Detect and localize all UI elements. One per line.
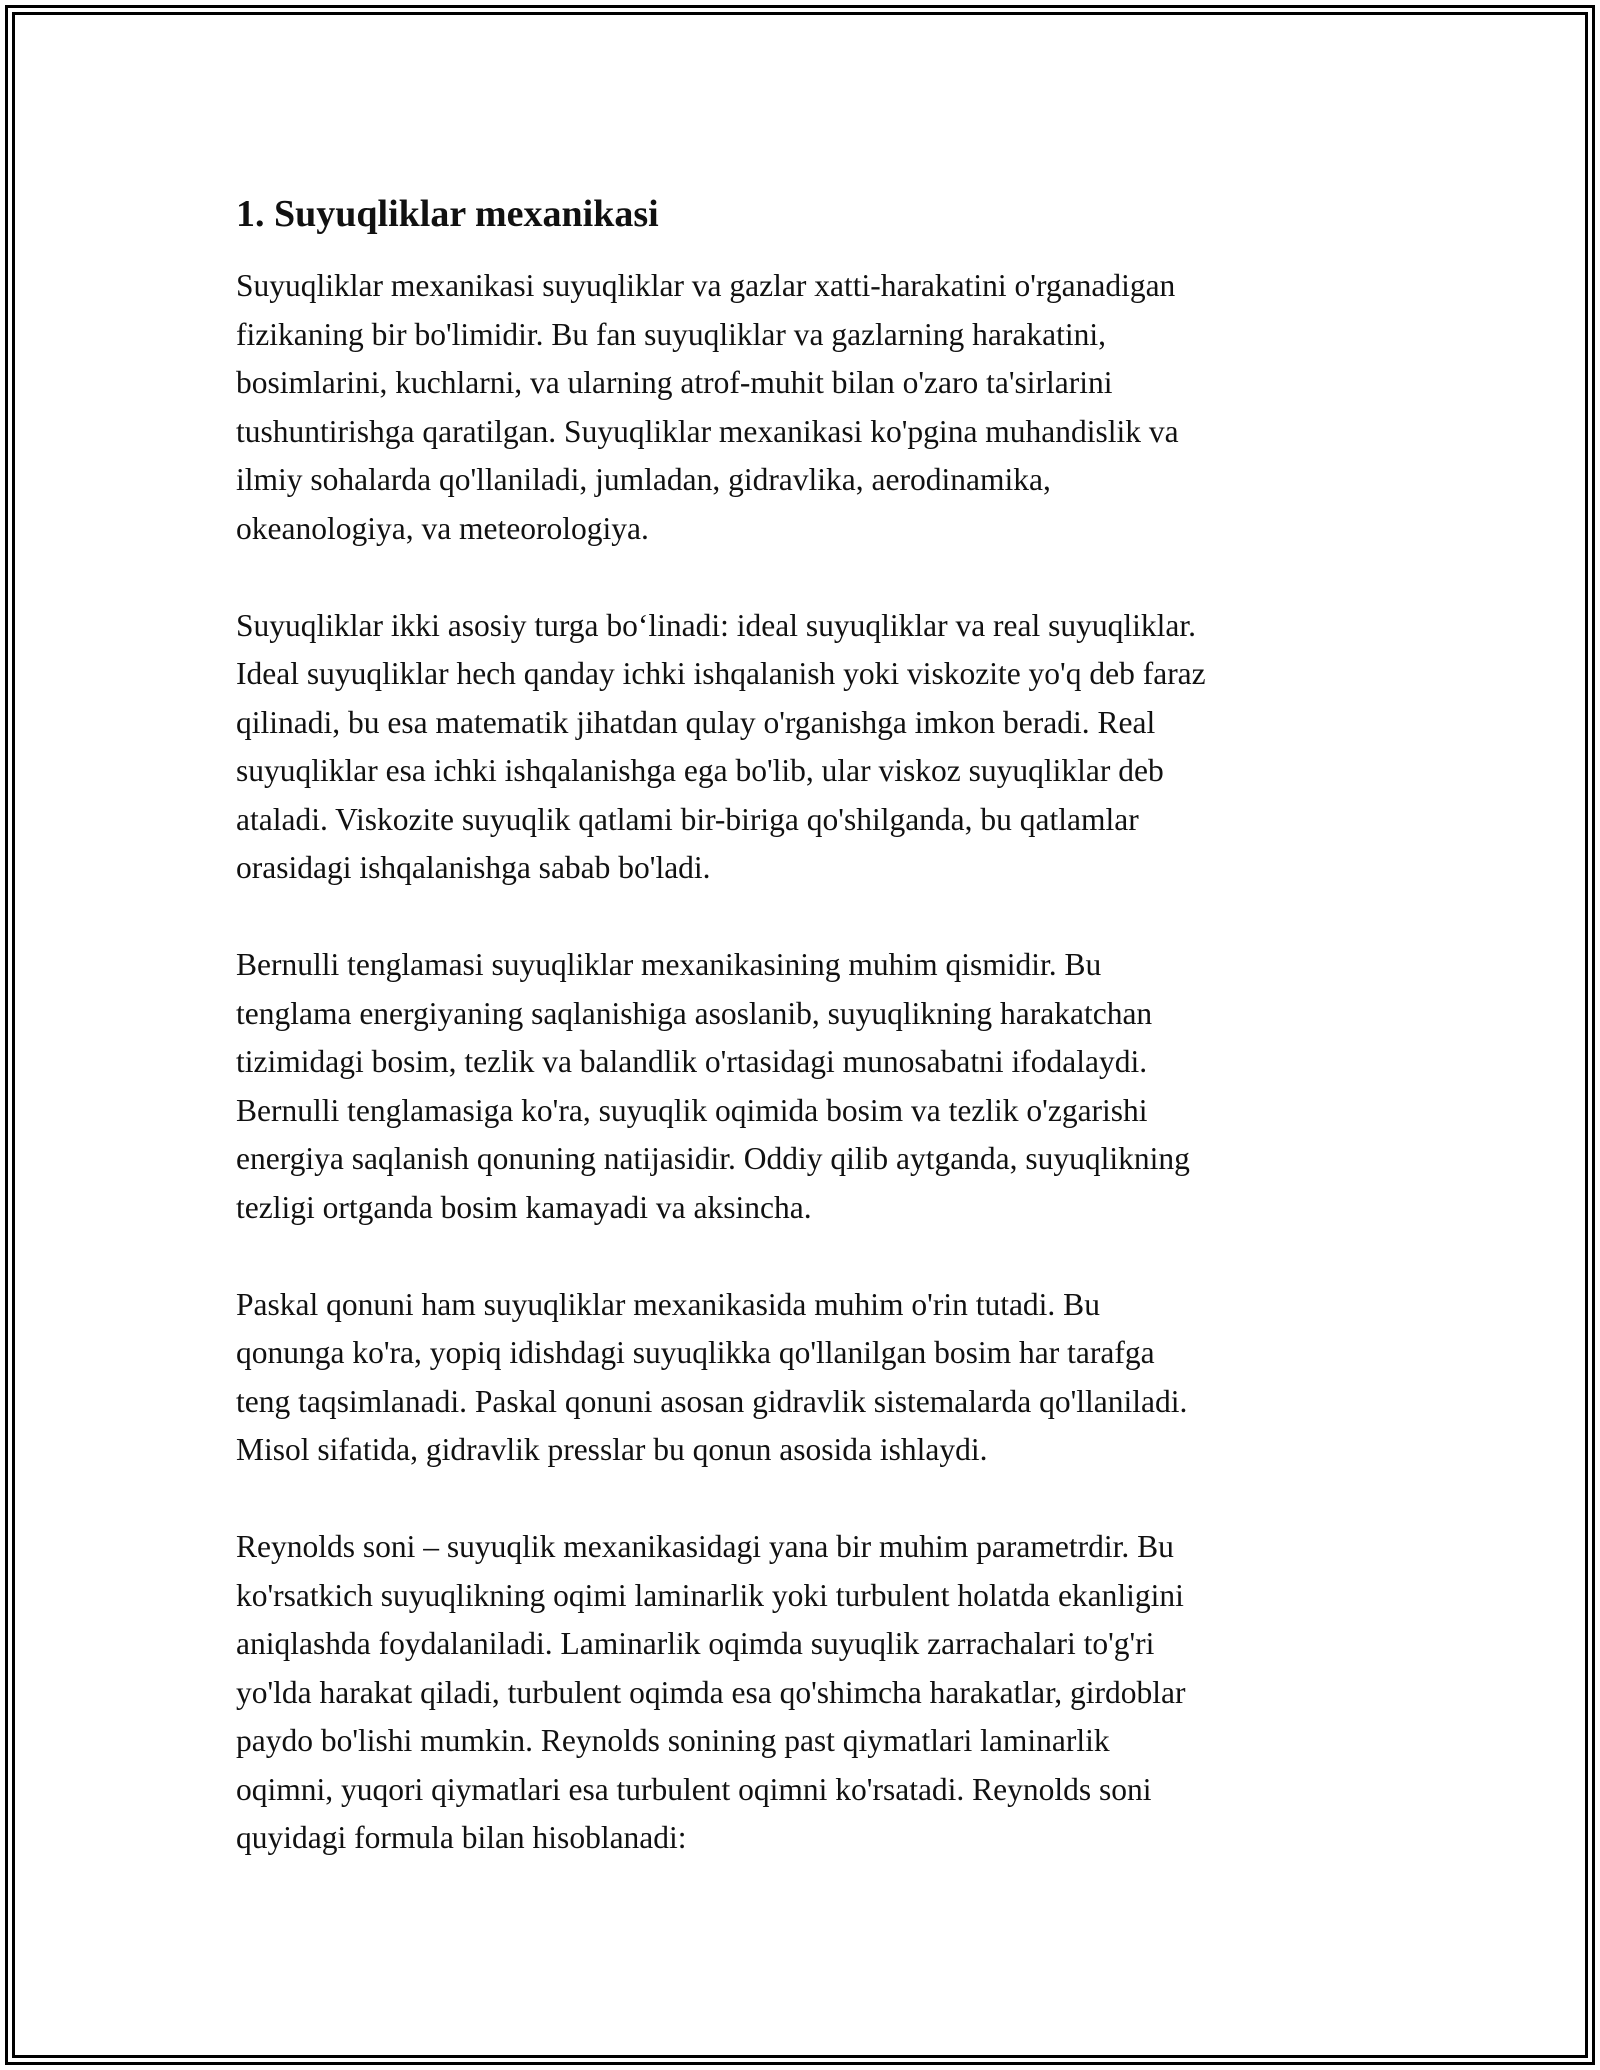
paragraph-line: Reynolds soni – suyuqlik mexanikasidagi yana bir muhim parametrdir. Bu — [236, 1529, 1174, 1564]
section-title: 1. Suyuqliklar mexanikasi — [236, 193, 659, 235]
paragraph-line: tizimidagi bosim, tezlik va balandlik o'rtasidagi munosabatni ifodalaydi. — [236, 1044, 1148, 1079]
paragraph-line: teng taqsimlanadi. Paskal qonuni asosan gidravlik sistemalarda qo'llaniladi. — [236, 1383, 1188, 1419]
paragraph-line: yo'lda harakat qiladi, turbulent oqimda esa qo'shimcha harakatlar, girdoblar — [236, 1674, 1186, 1710]
paragraph-line: aniqlashda foydalaniladi. Laminarlik oqimda suyuqlik zarrachalari to'g'ri — [236, 1626, 1155, 1661]
document-body — [236, 188, 1396, 1911]
paragraph-line: quyidagi formula bilan hisoblanadi: — [236, 1820, 687, 1855]
paragraph-line: ko'rsatkich suyuqlikning oqimi laminarlik yoki turbulent holatda ekanligini — [236, 1577, 1184, 1613]
paragraph-line: qilinadi, bu esa matematik jihatdan qulay o'rganishga imkon beradi. Real — [236, 704, 1156, 740]
paragraph-line: oqimni, yuqori qiymatlari esa turbulent oqimni ko'rsatadi. Reynolds soni — [236, 1771, 1152, 1807]
paragraph-line: qonunga ko'ra, yopiq idishdagi suyuqlikka qo'llanilgan bosim har tarafga — [236, 1335, 1155, 1370]
paragraph-line: suyuqliklar esa ichki ishqalanishga ega bo'lib, ular viskoz suyuqliklar deb — [236, 753, 1164, 788]
paragraph-line: bosimlarini, kuchlarni, va ularning atrof-muhit bilan o'zaro ta'sirlarini — [236, 365, 1113, 400]
paragraph-line: okeanologiya, va meteorologiya. — [236, 510, 649, 546]
paragraph-line: paydo bo'lishi mumkin. Reynolds sonining past qiymatlari laminarlik — [236, 1723, 1110, 1758]
paragraph-line: energiya saqlanish qonuning natijasidir. Oddiy qilib aytganda, suyuqlikning — [236, 1141, 1190, 1176]
paragraph-line: Bernulli tenglamasi suyuqliklar mexanikasining muhim qismidir. Bu — [236, 947, 1102, 982]
paragraph-line: Bernulli tenglamasiga ko'ra, suyuqlik oqimida bosim va tezlik o'zgarishi — [236, 1092, 1148, 1128]
paragraph-1 — [236, 262, 1396, 553]
paragraph-line: Misol sifatida, gidravlik presslar bu qonun asosida ishlaydi. — [236, 1432, 988, 1467]
paragraph-line: orasidagi ishqalanishga sabab bo'ladi. — [236, 850, 711, 885]
paragraph-line: fizikaning bir bo'limidir. Bu fan suyuqliklar va gazlarning harakatini, — [236, 316, 1106, 352]
paragraph-line: ataladi. Viskozite suyuqlik qatlami bir-biriga qo'shilganda, bu qatlamlar — [236, 801, 1139, 837]
paragraph-2 — [236, 602, 1396, 893]
paragraph-line: tezligi ortganda bosim kamayadi va aksincha. — [236, 1189, 812, 1225]
paragraph-line: tushuntirishga qaratilgan. Suyuqliklar mexanikasi ko'pgina muhandislik va — [236, 413, 1179, 449]
paragraph-line: Suyuqliklar mexanikasi suyuqliklar va gazlar xatti-harakatini o'rganadigan — [236, 268, 1176, 303]
paragraph-line: Paskal qonuni ham suyuqliklar mexanikasida muhim o'rin tutadi. Bu — [236, 1286, 1100, 1322]
paragraph-4 — [236, 1281, 1396, 1475]
paragraph-line: tenglama energiyaning saqlanishiga asoslanib, suyuqlikning harakatchan — [236, 995, 1153, 1031]
paragraph-line: Suyuqliklar ikki asosiy turga bo‘linadi: ideal suyuqliklar va real suyuqliklar. — [236, 607, 1197, 643]
paragraph-line: Ideal suyuqliklar hech qanday ichki ishqalanish yoki viskozite yo'q deb faraz — [236, 656, 1206, 691]
paragraph-3 — [236, 941, 1396, 1232]
paragraph-5 — [236, 1523, 1396, 1863]
paragraph-line: ilmiy sohalarda qo'llaniladi, jumladan, gidravlika, aerodinamika, — [236, 462, 1051, 497]
